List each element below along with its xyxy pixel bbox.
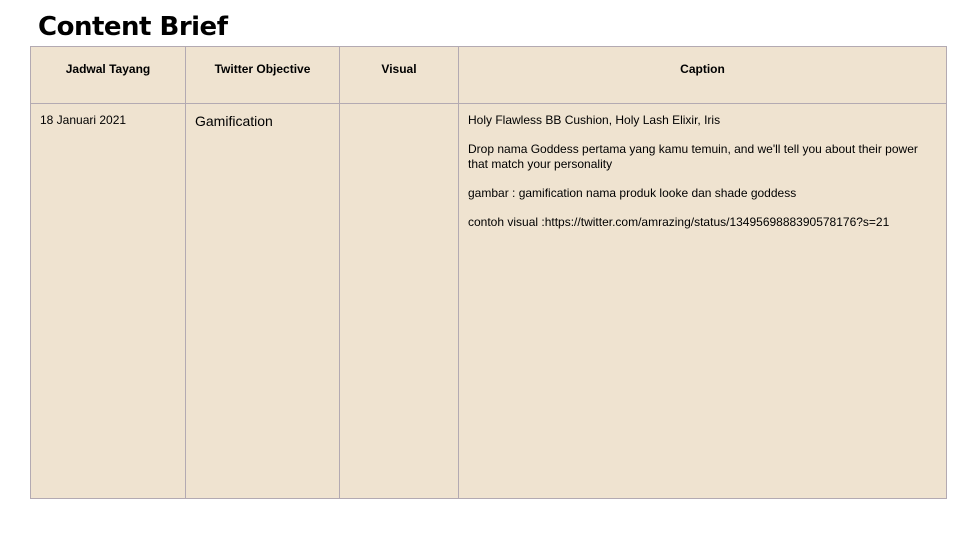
column-header-visual: Visual <box>340 47 459 104</box>
caption-visual-reference: contoh visual :https://twitter.com/amrazing/status/1349569888390578176?s=21 <box>468 214 890 229</box>
schedule-cell: 18 Januari 2021 <box>31 104 186 499</box>
visual-cell <box>340 104 459 499</box>
column-header-caption: Caption <box>459 47 947 104</box>
table-row <box>31 104 947 499</box>
caption-prompt: Drop nama Goddess pertama yang kamu temuin, and we'll tell you about their power that match your personality <box>468 142 918 171</box>
content-brief-table <box>30 46 947 499</box>
caption-image-note: gambar : gamification nama produk looke dan shade goddess <box>468 185 797 200</box>
column-header-schedule: Jadwal Tayang <box>31 47 186 104</box>
column-header-objective: Twitter Objective <box>186 47 340 104</box>
caption-cell <box>459 104 947 499</box>
page-title: Content Brief <box>38 12 228 42</box>
table-header-row <box>31 47 947 104</box>
caption-products: Holy Flawless BB Cushion, Holy Lash Elixir, Iris <box>468 113 721 127</box>
objective-cell: Gamification <box>186 104 340 499</box>
